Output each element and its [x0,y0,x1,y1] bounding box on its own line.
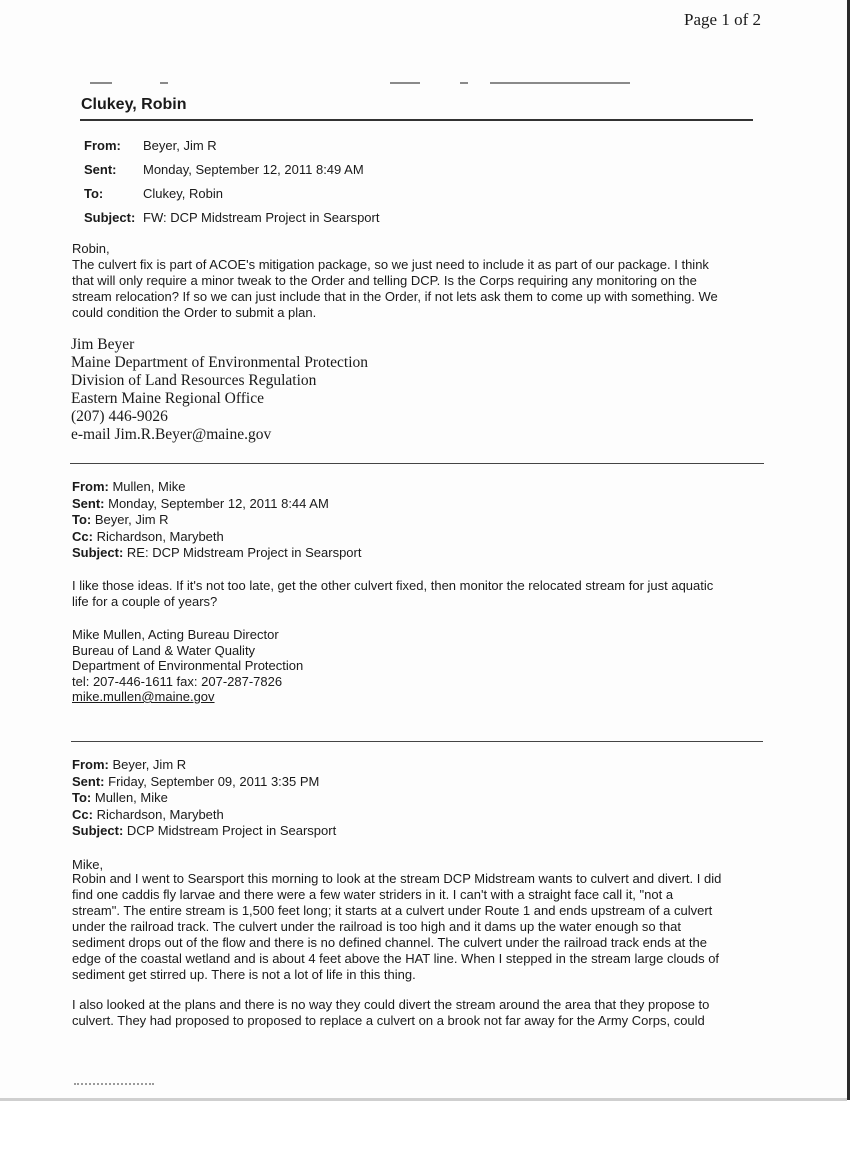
to-label: To: [72,512,92,527]
from-row [72,757,336,774]
sent-row [84,157,379,181]
message2-signature [72,627,772,705]
cc-label: Cc: [72,528,93,544]
message2-line: life for a couple of years? [72,594,218,609]
message2-body [72,578,772,610]
signature-line: Division of Land Resources Regulation [71,372,317,389]
message1-greeting: Robin, [72,241,110,256]
message3-paragraph-2 [72,997,772,1029]
from-value: Beyer, Jim R [143,137,217,153]
from-label: From: [72,757,109,772]
subject-value: RE: DCP Midstream Project in Searsport [126,545,362,560]
to-label: To: [84,185,104,201]
from-label: From: [72,479,109,494]
sent-label: Sent: [72,773,105,789]
sent-value: Friday, September 09, 2011 3:35 PM [108,773,320,789]
signature-line: (207) 446-9026 [71,408,168,425]
message3-line: stream". The entire stream is 1,500 feet long; it starts at a culvert under Route 1 and ends upstream of a culvert [72,903,713,918]
message-separator [71,741,763,742]
subject-label: Subject: [84,209,136,225]
sent-label: Sent: [72,495,105,511]
cc-value: Richardson, Marybeth [96,528,224,544]
signature-line: Jim Beyer [71,336,135,353]
signature-line: Bureau of Land & Water Quality [72,642,256,658]
cc-value: Richardson, Marybeth [96,806,224,822]
header-divider [80,119,753,121]
message-separator [70,463,764,464]
signature-line: Maine Department of Environmental Protection [71,354,368,371]
signature-line: Department of Environmental Protection [72,658,304,673]
subject-label: Subject: [72,545,124,560]
cc-row [72,529,361,546]
message3-line: sediment drops out of the flow and there is no defined channel. The culvert under the railroad track ends at the [72,935,707,950]
message3-line: I also looked at the plans and there is no way they could divert the stream around the area that they propose to [72,997,710,1012]
message1-line: could condition the Order to submit a plan. [72,305,317,320]
scan-artifact [74,1083,154,1088]
message3-line: edge of the coastal wetland and is about 4 feet above the HAT line. When I stepped in the stream large clouds of [72,951,720,966]
subject-row [84,205,379,229]
sent-row [72,496,361,513]
signature-line: Mike Mullen, Acting Bureau Director [72,627,279,642]
message1-line: that will only require a minor tweak to the Order and telling DCP. Is the Corps requiring any monitoring on the [72,273,697,288]
subject-label: Subject: [72,823,124,838]
message3-line: under the railroad track. The culvert under the railroad is too high and it dams up the water enough so that [72,919,681,934]
message2-line: I like those ideas. If it's not too late, get the other culvert fixed, then monitor the relocated stream for just aquatic [72,578,714,593]
to-label: To: [72,790,92,805]
sent-value: Monday, September 12, 2011 8:49 AM [143,161,364,177]
message1-signature [71,336,368,444]
sent-label: Sent: [84,161,117,177]
to-row [84,181,379,205]
message3-line: sediment get stirred up. There is not a lot of life in this thing. [72,967,416,982]
to-row [72,512,361,529]
to-row [72,790,336,807]
sent-value: Monday, September 12, 2011 8:44 AM [108,495,329,511]
from-label: From: [84,137,121,153]
scan-artifact [90,78,650,88]
from-row [84,133,379,157]
to-value: Beyer, Jim R [94,512,169,527]
message1-line: The culvert fix is part of ACOE's mitigation package, so we just need to include it as part of our package. I think [72,257,709,272]
subject-row [72,823,336,840]
message3-paragraph-1 [72,871,842,983]
mailbox-owner: Clukey, Robin [81,96,187,113]
signature-line: Eastern Maine Regional Office [71,390,264,407]
message3-line: find one caddis fly larvae and there were a few water striders in it. I can't with a straight face call it, "not a [72,887,674,902]
message3-line: culvert. They had proposed to proposed to replace a culvert on a brook not far away for the Army Corps, could [72,1013,705,1028]
cc-row [72,807,336,824]
message3-line: Robin and I went to Searsport this morning to look at the stream DCP Midstream wants to culvert and divert. I did [72,871,722,886]
signature-line: e-mail Jim.R.Beyer@maine.gov [71,426,272,443]
signature-line: tel: 207-446-1611 fax: 207-287-7826 [72,673,283,689]
message1-line: stream relocation? If so we can just include that in the Order, if not lets ask them to come up with something. We [72,289,718,304]
to-value: Mullen, Mike [94,790,168,805]
subject-value: DCP Midstream Project in Searsport [126,823,337,838]
message1-body [72,241,772,321]
email-link[interactable]: mike.mullen@maine.gov [72,689,215,704]
subject-row [72,545,361,562]
message3-header [72,757,336,840]
to-value: Clukey, Robin [143,185,223,201]
page-number: Page 1 of 2 [684,10,761,29]
from-value: Mullen, Mike [112,479,186,494]
message2-header [72,479,361,562]
from-value: Beyer, Jim R [112,757,187,772]
cc-label: Cc: [72,806,93,822]
subject-value: FW: DCP Midstream Project in Searsport [143,209,380,225]
sent-row [72,774,336,791]
top-email-header [84,133,379,229]
message3-greeting: Mike, [72,857,104,872]
from-row [72,479,361,496]
